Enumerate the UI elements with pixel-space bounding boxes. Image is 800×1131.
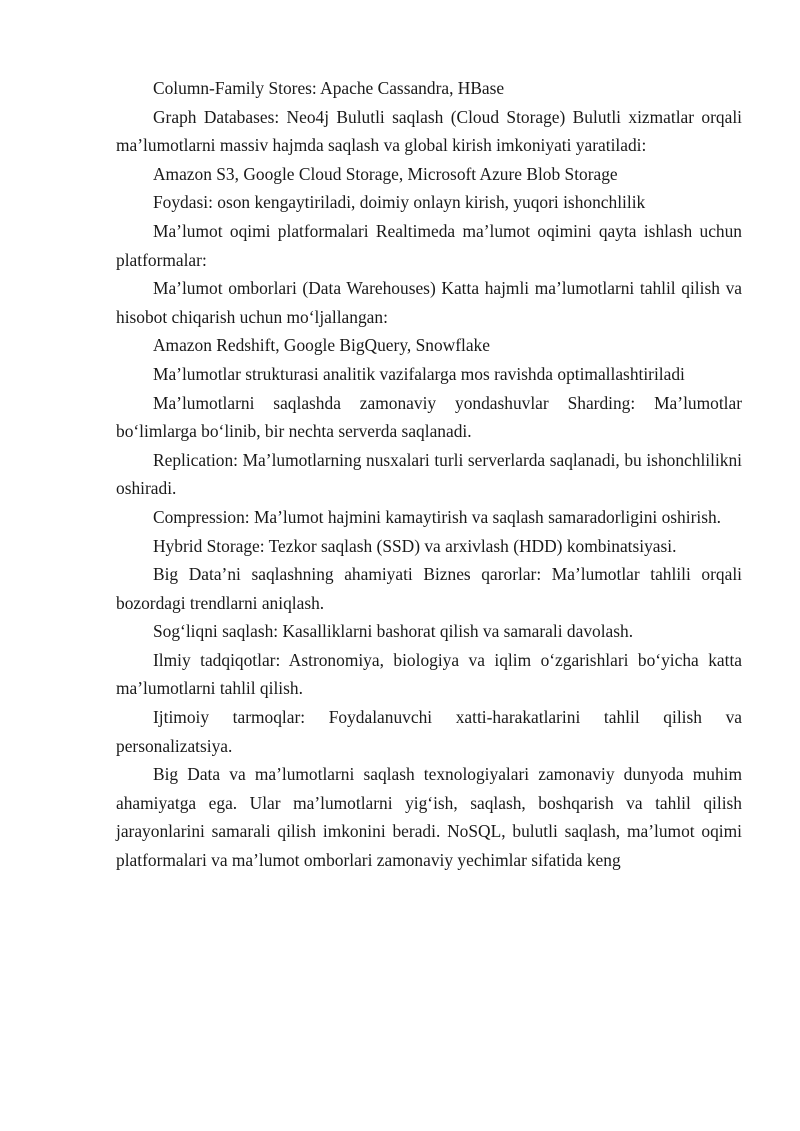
paragraph-warehouse-products: Amazon Redshift, Google BigQuery, Snowflake [153,335,490,356]
paragraph-business-decisions: Big Data’ni saqlashning ahamiyati Biznes qarorlar: Ma’lumotlar tahlili orqali bozordagi trendlarni aniqlash. [116,564,742,613]
paragraph-graph-databases: Graph Databases: Neo4j Bulutli saqlash (Cloud Storage) Bulutli xizmatlar orqali ma’lumotlarni massiv hajmda saqlash va global kirish imkoniyati yaratiladi: [116,106,742,156]
paragraph-scientific-research: Ilmiy tadqiqotlar: Astronomiya, biologiya va iqlim o‘zgarishlari bo‘yicha katta ma’lumotlarni tahlil qilish. [116,649,742,699]
paragraph-sharding: Ma’lumotlarni saqlashda zamonaviy yondashuvlar Sharding: Ma’lumotlar bo‘limlarga bo‘linib, bir nechta serverda saqlanadi. [116,392,742,442]
paragraph-streaming-platforms: Ma’lumot oqimi platformalari Realtimeda ma’lumot oqimini qayta ishlash uchun platformalar: [116,220,742,270]
paragraph-compression: Compression: Ma’lumot hajmini kamaytirish va saqlash samaradorligini oshirish. [153,506,722,527]
paragraph-social-networks: Ijtimoiy tarmoqlar: Foydalanuvchi xatti-harakatlarini tahlil qilish va personalizatsiya. [116,707,742,756]
paragraph-hybrid-storage: Hybrid Storage: Tezkor saqlash (SSD) va arxivlash (HDD) kombinatsiyasi. [153,535,677,556]
paragraph-structure-optimization: Ma’lumotlar strukturasi analitik vazifalarga mos ravishda optimallashtiriladi [153,363,685,384]
paragraph-cloud-providers: Amazon S3, Google Cloud Storage, Microsoft Azure Blob Storage [153,163,618,184]
paragraph-conclusion: Big Data va ma’lumotlarni saqlash texnologiyalari zamonaviy dunyoda muhim ahamiyatga ega. Ular ma’lumotlarni yig‘ish, saqlash, boshqarish va tahlil qilish jarayonlarini samarali qilish imkonini beradi. NoSQL, bulutli saqlash, ma’lumot oqimi platformalari va ma’lumot omborlari zamonaviy yechimlar sifatida keng [116,764,742,871]
paragraph-data-warehouses: Ma’lumot omborlari (Data Warehouses) Katta hajmli ma’lumotlarni tahlil qilish va hisobot chiqarish uchun mo‘ljallangan: [116,278,742,327]
paragraph-replication: Replication: Ma’lumotlarning nusxalari turli serverlarda saqlanadi, bu ishonchlilikni oshiradi. [116,449,742,499]
paragraph-cloud-benefits: Foydasi: oson kengaytiriladi, doimiy onlayn kirish, yuqori ishonchlilik [153,192,646,213]
document-body [116,74,742,875]
paragraph-column-family-stores: Column-Family Stores: Apache Cassandra, HBase [153,78,505,98]
paragraph-healthcare: Sog‘liqni saqlash: Kasalliklarni bashorat qilish va samarali davolash. [153,621,634,642]
